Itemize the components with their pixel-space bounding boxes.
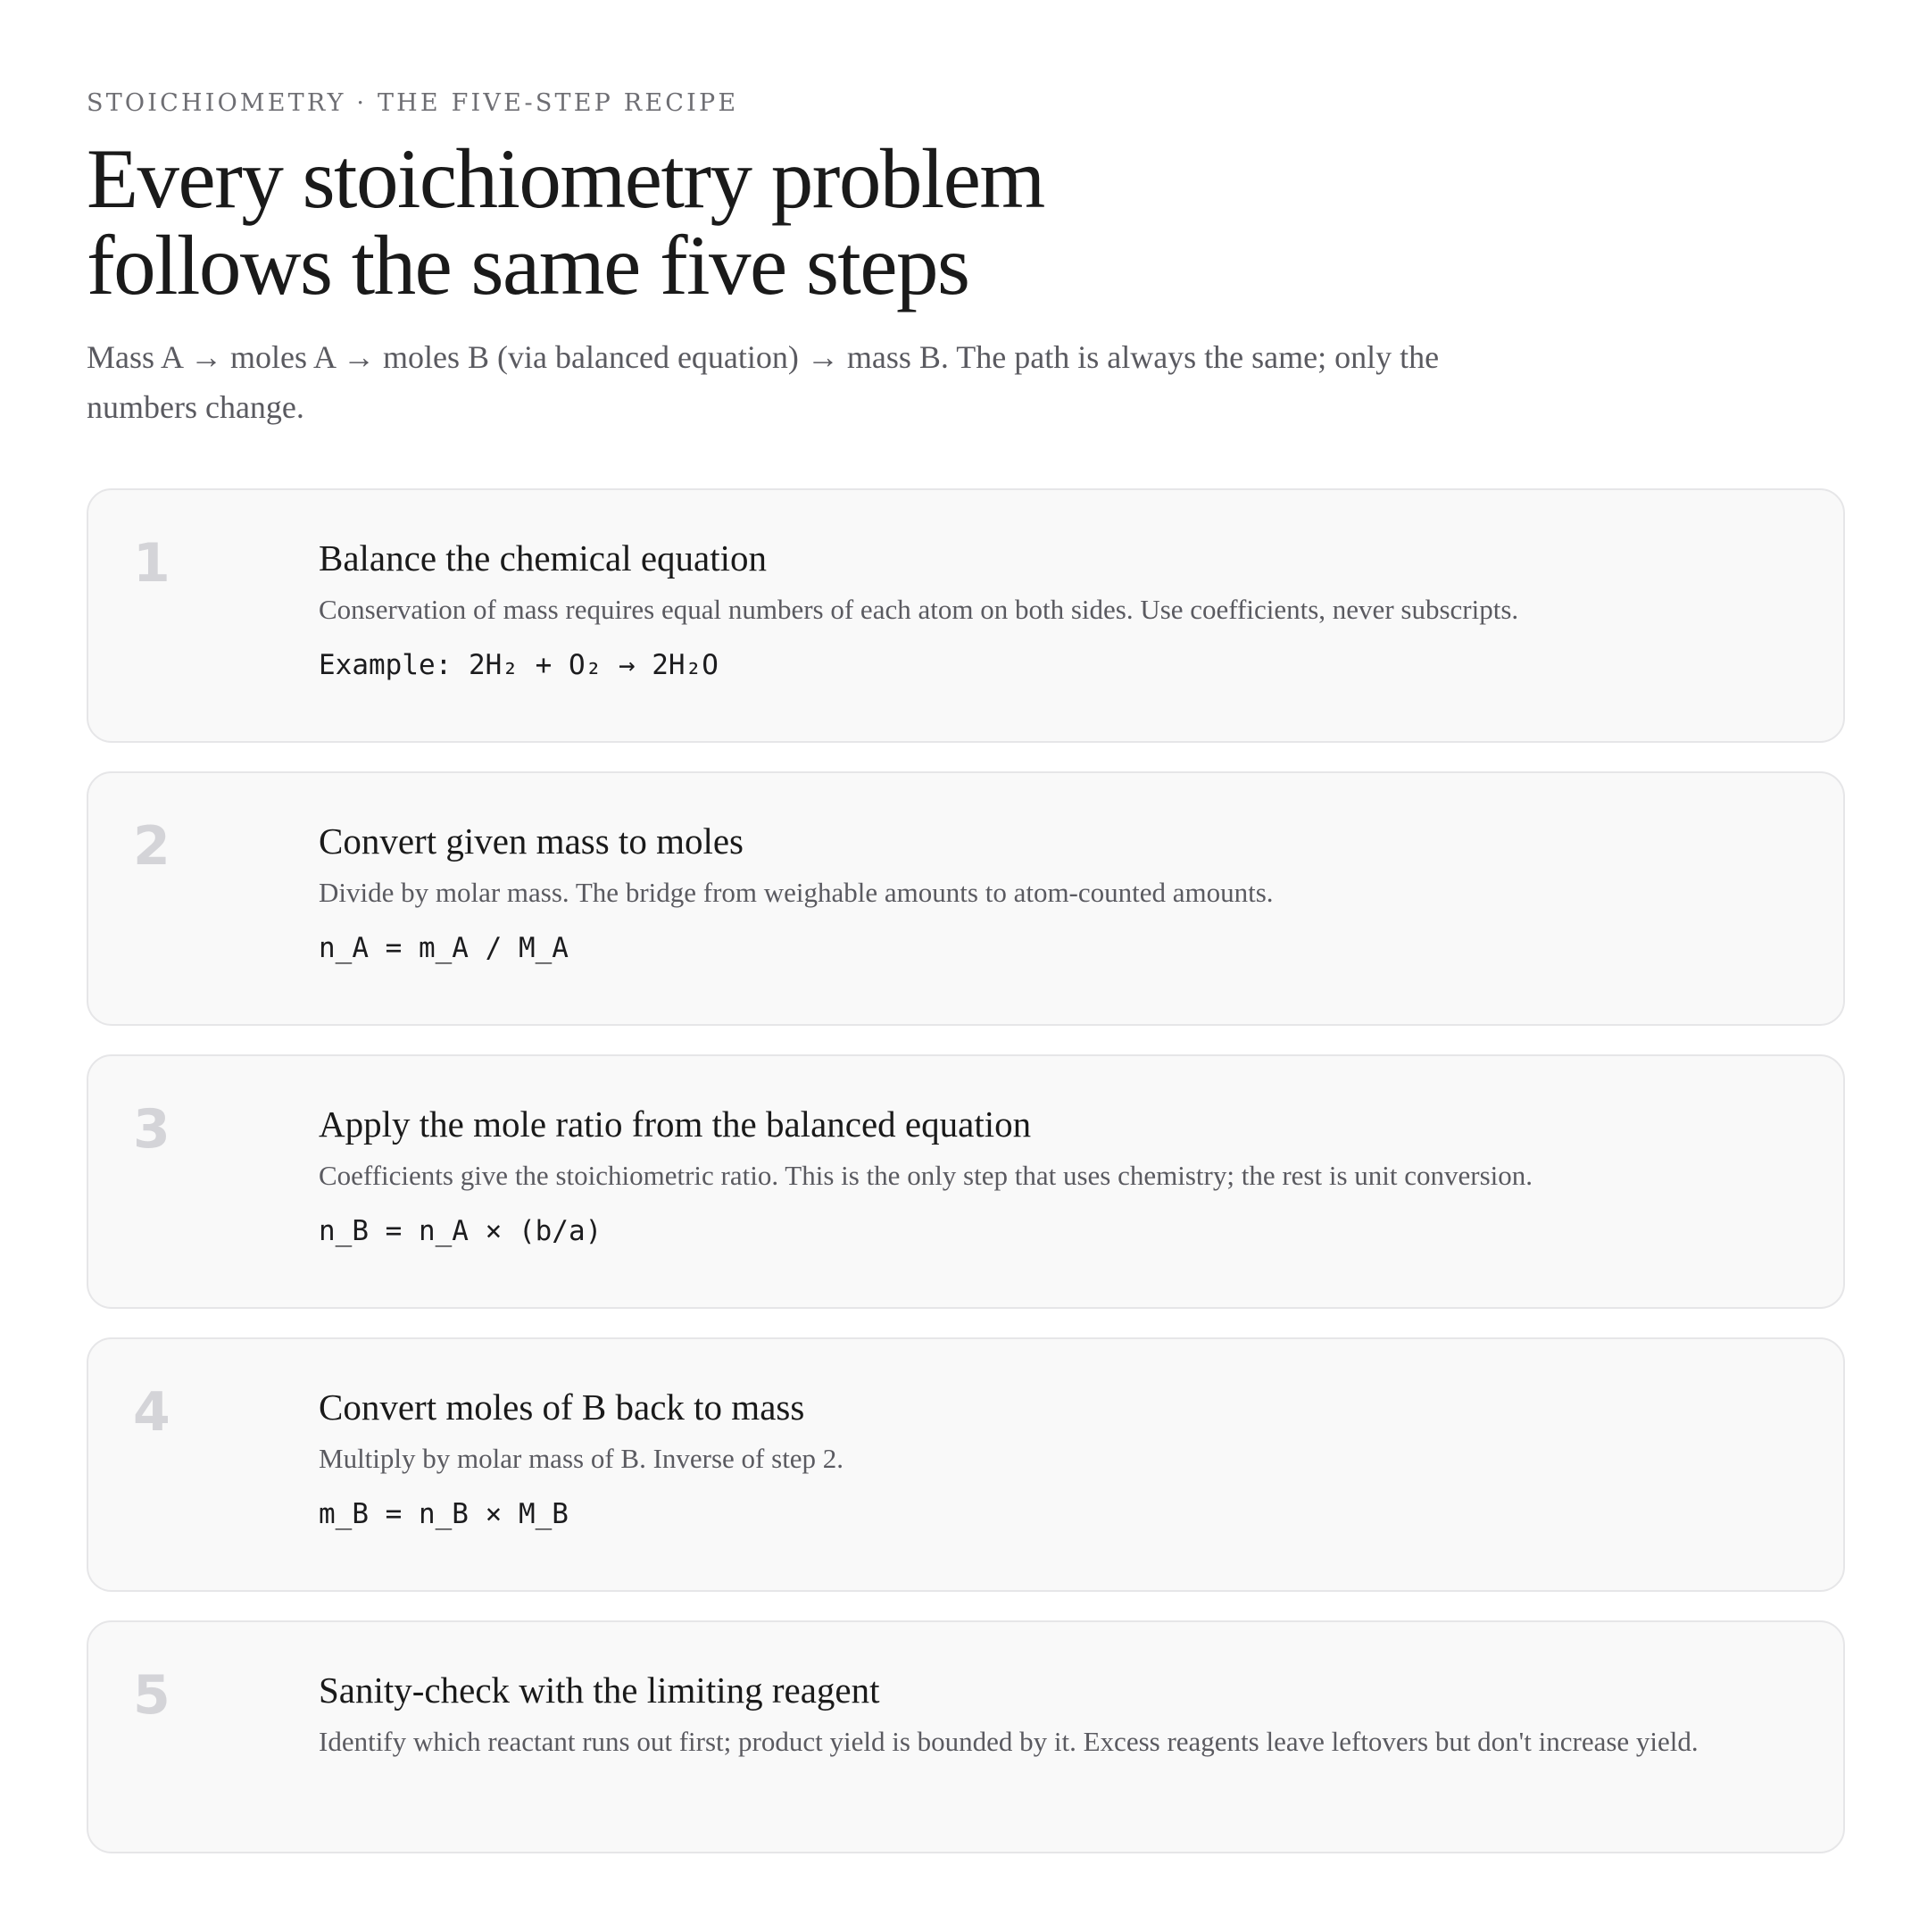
step-formula: m_B = n_B × M_B xyxy=(319,1498,569,1530)
step-card-1 xyxy=(87,488,1845,743)
step-body xyxy=(319,537,1781,683)
step-card-4 xyxy=(87,1337,1845,1592)
step-title: Convert moles of B back to mass xyxy=(319,1387,805,1428)
step-formula: Example: 2H₂ + O₂ → 2H₂O xyxy=(319,649,719,681)
step-body xyxy=(319,1103,1781,1249)
step-card-5 xyxy=(87,1620,1845,1853)
step-number: 3 xyxy=(133,1098,170,1161)
step-title: Sanity-check with the limiting reagent xyxy=(319,1670,880,1711)
step-title: Apply the mole ratio from the balanced equation xyxy=(319,1103,1032,1145)
step-number: 5 xyxy=(133,1664,170,1727)
step-number: 4 xyxy=(133,1381,170,1444)
step-body xyxy=(319,1386,1781,1532)
step-description: Conservation of mass requires equal numbers of each atom on both sides. Use coefficients, never subscripts. xyxy=(319,594,1519,625)
step-number: 2 xyxy=(133,815,170,878)
step-card-3 xyxy=(87,1054,1845,1309)
step-card-2 xyxy=(87,771,1845,1026)
page-title-line-2: follows the same five steps xyxy=(87,218,969,312)
step-body xyxy=(319,1669,1781,1763)
step-title: Convert given mass to moles xyxy=(319,820,744,862)
step-formula: n_B = n_A × (b/a) xyxy=(319,1215,602,1247)
page-title xyxy=(87,131,1336,312)
step-formula: n_A = m_A / M_A xyxy=(319,932,569,964)
step-description: Divide by molar mass. The bridge from weighable amounts to atom-counted amounts. xyxy=(319,877,1274,908)
page-subtitle: Mass A → moles A → moles B (via balanced equation) → mass B. The path is always the same; only the numbers change. xyxy=(87,339,1440,425)
eyebrow-label: STOICHIOMETRY · THE FIVE-STEP RECIPE xyxy=(87,89,739,117)
step-description: Identify which reactant runs out first; product yield is bounded by it. Excess reagents leave leftovers but don't increase yield. xyxy=(319,1726,1699,1757)
step-body xyxy=(319,820,1781,966)
page-title-line-1: Every stoichiometry problem xyxy=(87,131,1044,226)
step-description: Coefficients give the stoichiometric ratio. This is the only step that uses chemistry; the rest is unit conversion. xyxy=(319,1160,1533,1191)
step-number: 1 xyxy=(133,532,170,595)
step-title: Balance the chemical equation xyxy=(319,537,768,579)
step-description: Multiply by molar mass of B. Inverse of step 2. xyxy=(319,1443,844,1474)
